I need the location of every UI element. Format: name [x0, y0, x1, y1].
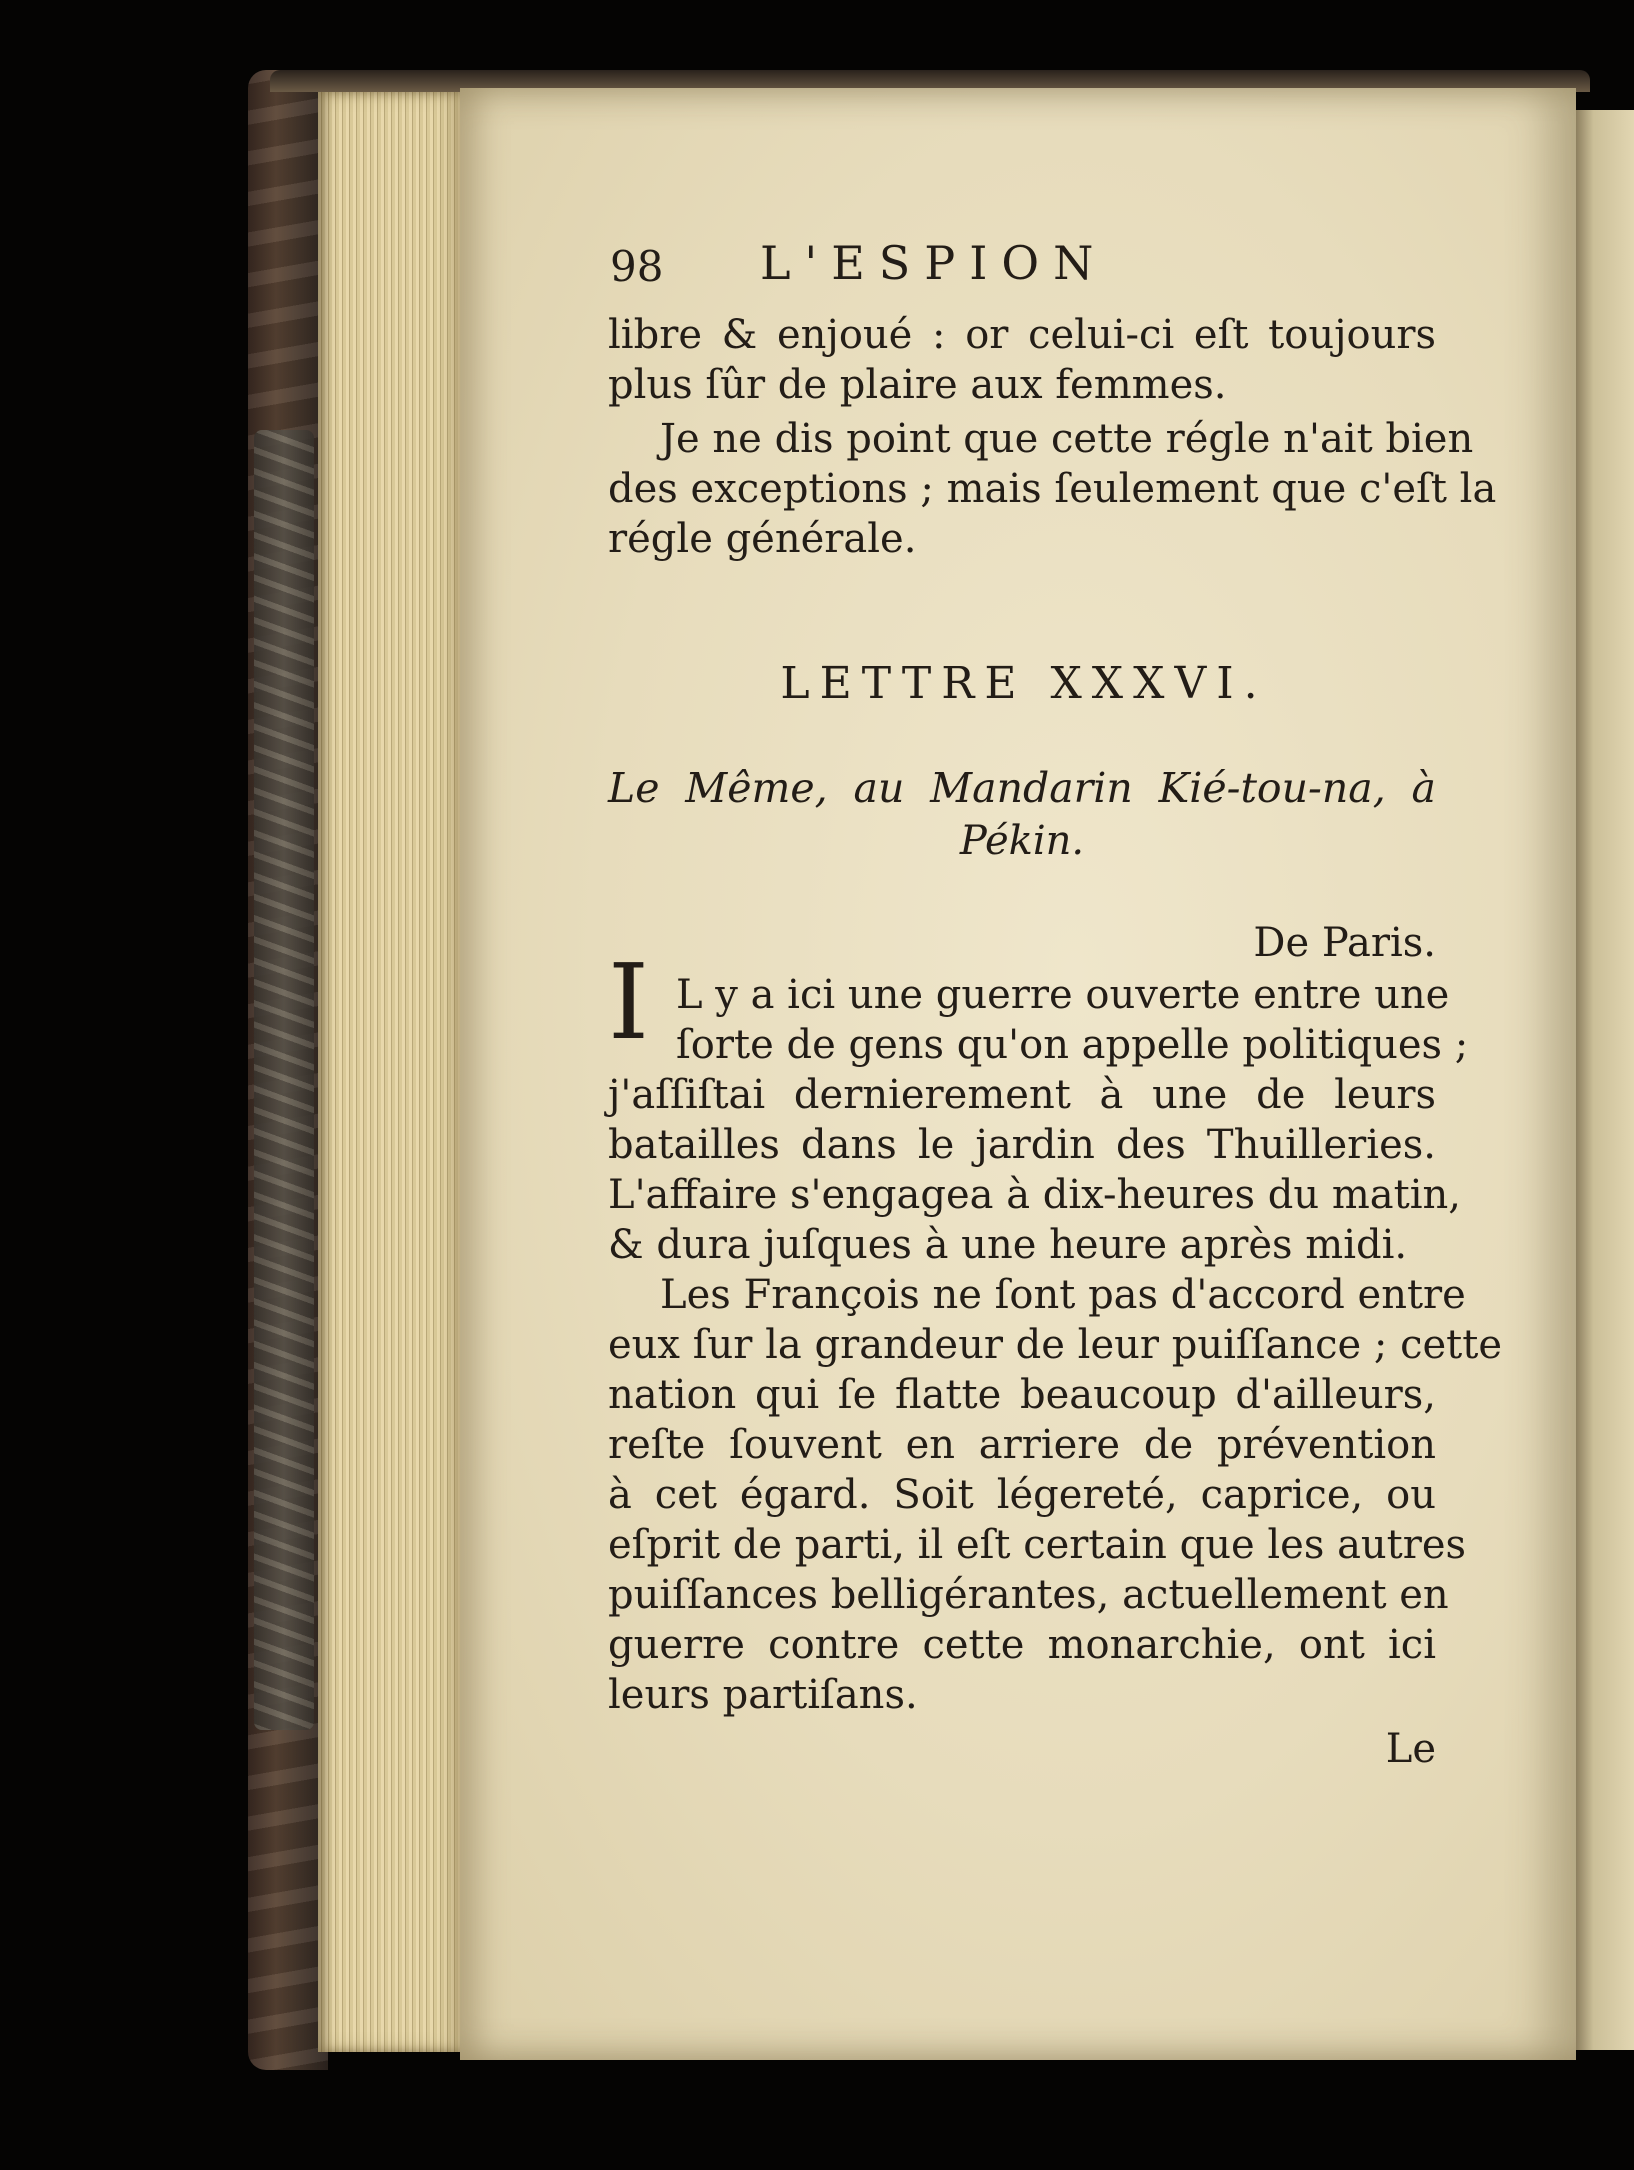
text-line: eux ſur la grandeur de leur puiſſance ; cette: [608, 1322, 1502, 1368]
text-line: à cet égard. Soit légereté, caprice, ou: [608, 1472, 1436, 1518]
text-line: régle générale.: [608, 516, 917, 562]
text-line: guerre contre cette monarchie, ont ici: [608, 1622, 1436, 1668]
facing-page-edge: [1576, 110, 1634, 2050]
text-line: L'affaire s'engagea à dix-heures du matin,: [608, 1172, 1461, 1218]
text-line: leurs partiſans.: [608, 1672, 918, 1718]
catchword: Le: [1385, 1726, 1436, 1772]
text-line: batailles dans le jardin des Thuilleries.: [608, 1122, 1436, 1168]
letter-salutation-continued: Pékin.: [959, 818, 1085, 864]
letter-heading: LETTRE XXXVI.: [780, 658, 1268, 709]
text-line: Je ne dis point que cette régle n'ait bien: [660, 416, 1474, 462]
text-line: des exceptions ; mais ſeulement que c'eſt la: [608, 466, 1497, 512]
text-line: libre & enjoué : or celui-ci eſt toujours: [608, 312, 1436, 358]
text-line: reſte ſouvent en arriere de prévention: [608, 1422, 1436, 1468]
text-line: puiſſances belligérantes, actuellement en: [608, 1572, 1449, 1618]
drop-cap: I: [608, 941, 650, 1063]
text-line: j'aſſiſtai dernierement à une de leurs: [608, 1072, 1436, 1118]
text-line: ſorte de gens qu'on appelle politiques ;: [676, 1022, 1469, 1068]
letter-salutation: Le Même, au Mandarin Kié-tou-na, à: [608, 764, 1436, 812]
page-number: 98: [610, 242, 664, 291]
text-line: Les François ne ſont pas d'accord entre: [660, 1272, 1466, 1318]
letter-place: De Paris.: [1253, 920, 1436, 966]
leather-binding: [248, 70, 328, 2070]
text-line: plus ſûr de plaire aux femmes.: [608, 362, 1227, 408]
running-title: L'ESPION: [760, 236, 1108, 290]
text-line: eſprit de parti, il eſt certain que les autres: [608, 1522, 1467, 1568]
text-line: nation qui ſe flatte beaucoup d'ailleurs,: [608, 1372, 1436, 1418]
page-edges: [318, 92, 463, 2052]
text-line: & dura juſques à une heure après midi.: [608, 1222, 1408, 1268]
text-line: L y a ici une guerre ouverte entre une: [676, 972, 1450, 1018]
